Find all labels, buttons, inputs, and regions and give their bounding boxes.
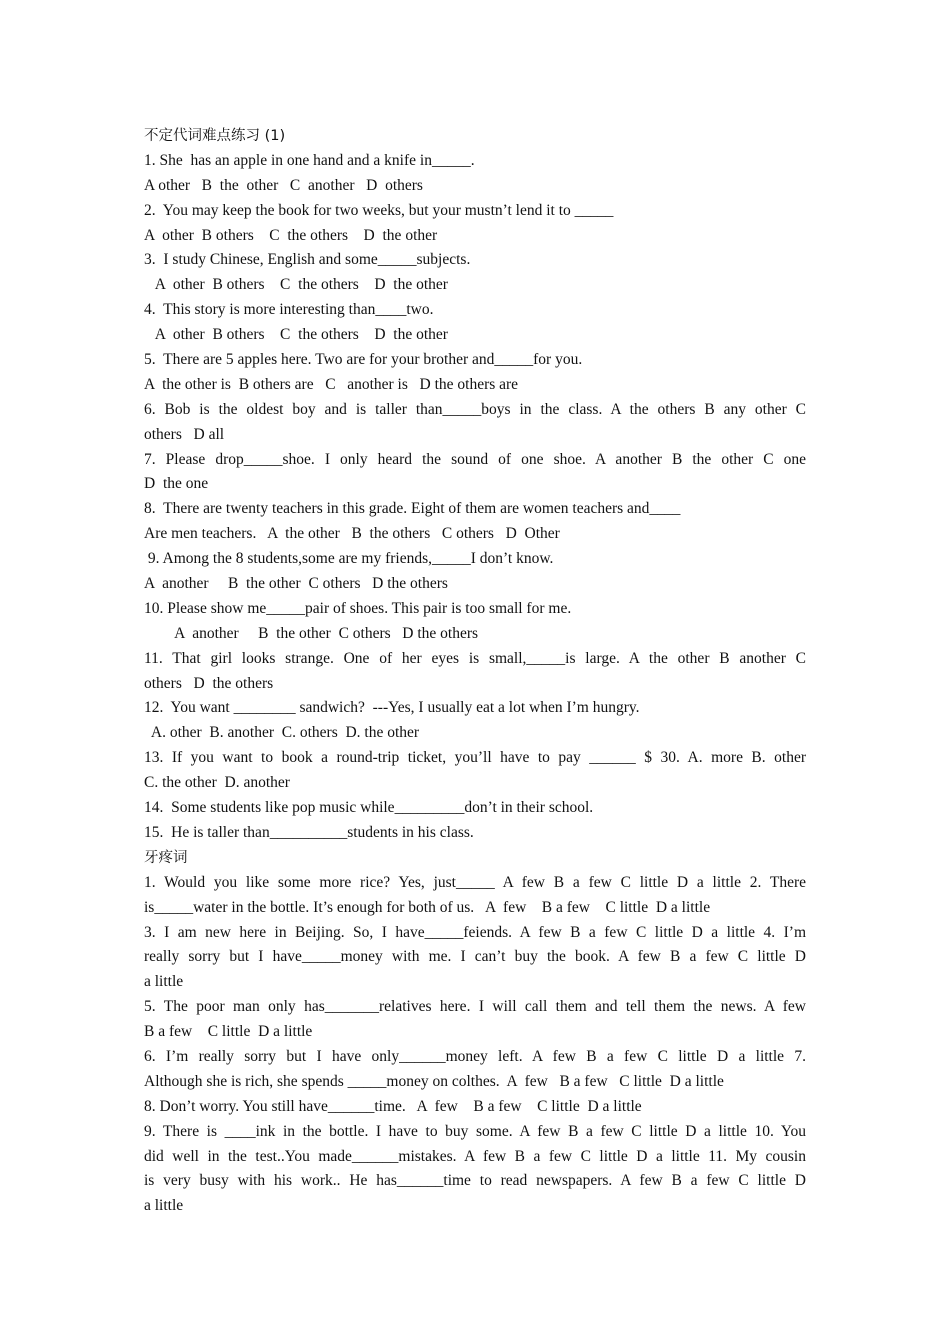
text-line: is very busy with his work.. He has______time to read newspapers. A few B a few C little D (144, 1172, 806, 1190)
text-line: 6. Bob is the oldest boy and is taller than_____boys in the class. A the others B any other C (144, 400, 806, 418)
text-line: 1. Would you like some more rice? Yes, just_____ A few B a few C little D a little 2. There (144, 873, 806, 891)
text-line: 9. There is ____ink in the bottle. I have to buy some. A few B a few C little D a little 10. You (144, 1122, 806, 1140)
text-line: a little (144, 1197, 184, 1215)
text-line: A other B others C the others D the other (144, 326, 448, 344)
text-line: a little (144, 973, 184, 991)
text-line: others D the others (144, 674, 274, 692)
text-line: 8. Don’t worry. You still have______time. A few B a few C little D a little (144, 1097, 642, 1115)
document-title: 不定代词难点练习 (1) (144, 128, 286, 144)
text-line: 5. There are 5 apples here. Two are for your brother and_____for you. (144, 351, 583, 369)
text-line: 10. Please show me_____pair of shoes. This pair is too small for me. (144, 599, 572, 617)
document-body (144, 124, 806, 1219)
text-line: 8. There are twenty teachers in this grade. Eight of them are women teachers and____ (144, 500, 681, 518)
text-line: is_____water in the bottle. It’s enough for both of us. A few B a few C little D a little (144, 898, 711, 916)
text-line: 9. Among the 8 students,some are my friends,_____I don’t know. (144, 550, 554, 568)
text-line: 1. She has an apple in one hand and a knife in_____. (144, 151, 475, 169)
text-line: Although she is rich, she spends _____money on colthes. A few B a few C little D a little (144, 1072, 724, 1090)
text-line: C. the other D. another (144, 774, 290, 792)
text-line: D the one (144, 475, 209, 493)
text-line: 7. Please drop_____shoe. I only heard the sound of one shoe. A another B the other C one (144, 450, 806, 468)
text-line: Are men teachers. A the other B the others C others D Other (144, 525, 560, 543)
text-line: A other B others C the others D the other (144, 276, 448, 294)
text-line: 5. The poor man only has_______relatives here. I will call them and tell them the news. A few (144, 998, 806, 1016)
text-line: 4. This story is more interesting than____two. (144, 301, 434, 319)
text-line: B a few C little D a little (144, 1023, 313, 1041)
text-line: 14. Some students like pop music while_________don’t in their school. (144, 799, 594, 817)
text-line: 11. That girl looks strange. One of her eyes is small,_____is large. A the other B another C (144, 649, 806, 667)
text-line: 3. I study Chinese, English and some_____subjects. (144, 251, 471, 269)
text-line: 2. You may keep the book for two weeks, but your mustn’t lend it to _____ (144, 201, 614, 219)
text-line: really sorry but I have_____money with me. I can’t buy the book. A few B a few C little D (144, 948, 806, 966)
section-heading: 牙疼词 (144, 849, 188, 866)
text-line: A the other is B others are C another is D the others are (144, 375, 519, 393)
text-line: 3. I am new here in Beijing. So, I have_____feiends. A few B a few C little D a little 4. I’m (144, 923, 806, 941)
text-line: A another B the other C others D the others (144, 575, 448, 593)
text-line: 13. If you want to book a round-trip ticket, you’ll have to pay ______ $ 30. A. more B. other (144, 749, 806, 767)
text-line: 15. He is taller than__________students in his class. (144, 823, 474, 841)
text-line: A another B the other C others D the others (144, 624, 479, 642)
text-line: 6. I’m really sorry but I have only______money left. A few B a few C little D a little 7. (144, 1047, 806, 1065)
exercise-lines (144, 149, 806, 1219)
text-line: A other B the other C another D others (144, 176, 423, 194)
text-line: others D all (144, 425, 225, 443)
text-line: 12. You want ________ sandwich? ---Yes, I usually eat a lot when I’m hungry. (144, 699, 640, 717)
text-line: A other B others C the others D the other (144, 226, 438, 244)
text-line: did well in the test..You made______mistakes. A few B a few C little D a little 11. My cousin (144, 1147, 806, 1165)
text-line: A. other B. another C. others D. the other (144, 724, 420, 742)
